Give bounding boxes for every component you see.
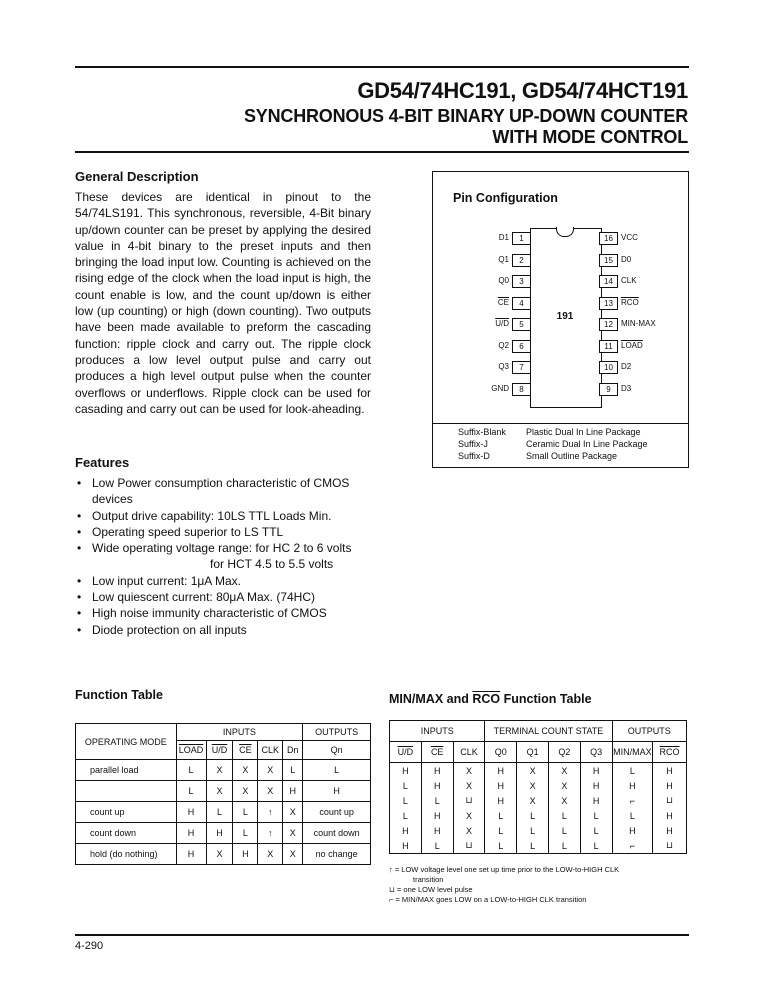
function-table-col-4: Dn [283,741,303,760]
function-table-cell: no change [303,844,371,865]
function-table-cell: X [283,844,303,865]
pin-label-5: U/D [495,319,509,328]
minmax-state-header: TERMINAL COUNT STATE [485,721,612,742]
suffix-package: Small Outline Package [526,451,618,461]
minmax-table [389,720,687,854]
minmax-cell: X [517,778,549,793]
feature-text: Wide operating voltage range: for HC 2 to 6 volts [92,541,352,556]
feature-item [75,524,375,540]
minmax-cell: H [612,823,653,838]
minmax-cell: X [517,793,549,808]
minmax-cell: L [517,838,549,854]
pin-number-5: 5 [512,318,531,331]
minmax-cell: L [421,793,453,808]
pin-number-15: 15 [599,254,618,267]
minmax-table-heading [389,692,592,706]
minmax-cell: L [485,823,517,838]
pin-number-3: 3 [512,275,531,288]
suffix-code: Suffix-D [458,451,490,461]
function-table [75,723,371,865]
minmax-heading-rco: $\overline{RCO}$ [472,692,501,706]
pin-number-2: 2 [512,254,531,267]
minmax-row [390,838,687,854]
minmax-cell: L [580,808,612,823]
function-table-cell: L [283,760,303,781]
minmax-col-7: MIN/MAX [612,742,653,763]
suffix-row [458,426,683,438]
function-table-col-3: CLK [258,741,283,760]
feature-item [75,475,375,508]
minmax-row [390,793,687,808]
feature-text: High noise immunity characteristic of CMOS [92,606,327,621]
minmax-cell: L [390,778,422,793]
pin-label-10: D2 [621,362,632,371]
pin-configuration-heading: Pin Configuration [453,191,558,205]
minmax-cell: H [421,808,453,823]
pin-label-1: D1 [498,233,509,242]
minmax-cell: H [421,778,453,793]
minmax-cell: H [390,823,422,838]
minmax-cell: ⊔ [653,793,687,808]
function-table-row [76,823,371,844]
function-table-row [76,802,371,823]
function-table-cell: X [283,823,303,844]
pin-number-7: 7 [512,361,531,374]
features-list [75,475,375,638]
feature-text: Operating speed superior to LS TTL [92,524,284,539]
pin-number-1: 1 [512,232,531,245]
function-table-mode: parallel load [76,760,177,781]
suffix-divider [432,423,688,424]
page-number: 4-290 [75,940,104,952]
function-table-cell: X [206,760,233,781]
suffix-package: Ceramic Dual In Line Package [526,439,648,449]
pin-number-10: 10 [599,361,618,374]
function-table-row [76,781,371,802]
function-table-mode-header: OPERATING MODE [76,724,177,760]
pin-number-4: 4 [512,297,531,310]
minmax-note: transition [413,875,444,884]
minmax-col-4: Q1 [517,742,549,763]
minmax-cell: H [421,823,453,838]
minmax-cell: H [653,778,687,793]
function-table-cell: X [258,760,283,781]
function-table-cell: L [233,823,258,844]
minmax-cell: L [580,823,612,838]
minmax-cell: L [580,838,612,854]
feature-text: Output drive capability: 10LS TTL Loads Min. [92,508,332,523]
minmax-cell: L [612,808,653,823]
top-rule [75,66,689,68]
minmax-cell: L [517,823,549,838]
function-table-inputs-header: INPUTS [176,724,303,741]
function-table-cell: X [258,781,283,802]
feature-item [75,622,375,638]
function-table-outputs-header: OUTPUTS [303,724,371,741]
minmax-col-1: $\overline{CE}$ [421,742,453,763]
minmax-cell: H [653,808,687,823]
minmax-col-3: Q0 [485,742,517,763]
minmax-cell: H [390,838,422,854]
minmax-cell: L [517,808,549,823]
function-table-cell: H [176,844,206,865]
suffix-row [458,450,683,462]
minmax-cell: H [421,763,453,779]
suffix-code: Suffix-Blank [458,427,506,437]
pin-label-8: GND [491,383,509,393]
minmax-cell: L [421,838,453,854]
chip-label: 191 [556,311,574,322]
pin-label-6: Q2 [498,340,509,350]
minmax-cell: H [653,763,687,779]
minmax-cell: L [548,838,580,854]
minmax-notes [389,865,689,905]
minmax-cell: ⊔ [653,838,687,854]
minmax-note: ↑ = LOW voltage level one set up time prior to the LOW-to-HIGH CLK [389,865,620,874]
feature-item [75,540,375,573]
pin-number-11: 11 [599,340,618,353]
minmax-cell: X [453,778,485,793]
feature-text-continued: devices [92,492,133,507]
function-table-cell: X [206,844,233,865]
function-table-cell: H [176,802,206,823]
function-table-cell: X [283,802,303,823]
features-heading: Features [75,455,130,470]
header-rule [75,151,689,153]
feature-item [75,605,375,621]
minmax-heading-post: Function Table [500,692,592,706]
minmax-cell: H [485,793,517,808]
minmax-cell: X [548,763,580,779]
function-table-col-2: $\overline{CE}$ [233,741,258,760]
function-table-cell: H [206,823,233,844]
function-table-mode: count up [76,802,177,823]
minmax-col-8: $\overline{RCO}$ [653,742,687,763]
minmax-cell: H [580,793,612,808]
feature-text-continued: for HCT 4.5 to 5.5 volts [210,557,334,572]
minmax-cell: H [390,763,422,779]
function-table-col-5: Qn [303,741,371,760]
minmax-cell: ⌐ [612,793,653,808]
pin-label-12: MIN-MAX [621,319,656,328]
pin-label-16: VCC [621,233,638,242]
function-table-cell: H [233,844,258,865]
subtitle-line-2: WITH MODE CONTROL [492,127,688,147]
minmax-cell: L [485,838,517,854]
pin-diagram [432,171,687,466]
subtitle-line-1: SYNCHRONOUS 4-BIT BINARY UP-DOWN COUNTER [243,106,688,126]
suffix-package: Plastic Dual In Line Package [526,427,641,437]
function-table-cell: L [206,802,233,823]
minmax-cell: X [517,763,549,779]
feature-text: Low input current: 1μA Max. [92,573,241,588]
minmax-cell: H [485,763,517,779]
function-table-mode: count down [76,823,177,844]
minmax-row [390,763,687,779]
minmax-col-2: CLK [453,742,485,763]
minmax-cell: X [548,793,580,808]
feature-item [75,508,375,524]
function-table-cell: L [303,760,371,781]
general-description-heading: General Description [75,169,199,184]
feature-item [75,573,375,589]
function-table-cell: H [283,781,303,802]
minmax-cell: X [548,778,580,793]
function-table-cell: ↑ [258,823,283,844]
pin-label-15: D0 [621,254,632,264]
minmax-cell: L [485,808,517,823]
feature-text: Low quiescent current: 80μA Max. (74HC) [92,590,316,605]
minmax-cell: X [453,808,485,823]
minmax-cell: X [453,823,485,838]
minmax-row [390,778,687,793]
function-table-cell: count down [303,823,371,844]
function-table-cell: L [233,802,258,823]
function-table-col-0: LOAD [176,741,206,760]
function-table-cell: H [303,781,371,802]
pin-label-2: Q1 [498,254,509,264]
pin-label-13: $\overline{RCO}$ [621,297,639,307]
minmax-col-6: Q3 [580,742,612,763]
pin-number-6: 6 [512,340,531,353]
minmax-cell: H [580,778,612,793]
minmax-cell: L [390,808,422,823]
feature-item [75,589,375,605]
pin-label-11: LOAD [621,340,643,350]
pin-label-3: Q0 [498,276,509,285]
minmax-row [390,823,687,838]
pin-label-4: $\overline{CE}$ [497,297,509,307]
feature-text: Low Power consumption characteristic of CMOS [92,476,350,490]
pin-number-13: 13 [599,297,618,310]
function-table-row [76,844,371,865]
pin-label-9: D3 [621,383,632,393]
pin-number-16: 16 [599,232,618,245]
function-table-cell: X [233,781,258,802]
function-table-cell: H [176,823,206,844]
minmax-inputs-header: INPUTS [390,721,485,742]
minmax-cell: L [548,808,580,823]
function-table-cell: L [176,760,206,781]
function-table-cell: ↑ [258,802,283,823]
minmax-row [390,808,687,823]
pin-label-7: Q3 [498,362,509,371]
part-title: GD54/74HC191, GD54/74HCT191 [357,78,688,103]
suffix-list [458,426,683,462]
minmax-cell: X [453,763,485,779]
suffix-code: Suffix-J [458,439,488,449]
feature-text: Diode protection on all inputs [92,622,247,637]
pin-number-12: 12 [599,318,618,331]
minmax-heading-pre: MIN/MAX and [389,692,473,706]
minmax-cell: H [580,763,612,779]
minmax-cell: ⊔ [453,793,485,808]
minmax-cell: L [612,763,653,779]
minmax-outputs-header: OUTPUTS [612,721,686,742]
function-table-heading: Function Table [75,688,163,702]
pin-number-14: 14 [599,275,618,288]
minmax-cell: ⌐ [612,838,653,854]
minmax-cell: H [653,823,687,838]
function-table-cell: count up [303,802,371,823]
function-table-mode [76,781,177,802]
minmax-col-0: U/D [390,742,422,763]
function-table-col-1: U/D [206,741,233,760]
function-table-cell: X [258,844,283,865]
function-table-cell: X [233,760,258,781]
footer-rule [75,934,689,936]
pin-label-14: CLK [621,276,637,285]
minmax-cell: H [612,778,653,793]
minmax-cell: L [548,823,580,838]
minmax-note: ⊔ = one LOW level pulse [389,885,473,894]
suffix-row [458,438,683,450]
general-description-text: These devices are identical in pinout to the 54/74LS191. This synchronous, reversible, 4-Bit binary up/down counter can be preset by applying the desired value in 4-bit binary to the preset inputs and then bringing the load input low. Counting is achieved on the rising edge of the clock when the load input is high, the count enable is low, and the count up/down is either low (up counting) or high (down counting). Two outputs have been made available to preform the cascading function: ripple clock and carry out. The ripple clock produces a low level output pulse and carry out produces a high level output pulse when the counter overflows or underflows. Ripple clock can be used for casading and carry out can be used for look-aheading. [75,190,371,416]
minmax-cell: H [485,778,517,793]
minmax-note: ⌐ = MIN/MAX goes LOW on a LOW-to-HIGH CLK transition [389,895,587,904]
function-table-row [76,760,371,781]
function-table-mode: hold (do nothing) [76,844,177,865]
pin-number-9: 9 [599,383,618,396]
minmax-col-5: Q2 [548,742,580,763]
minmax-cell: L [390,793,422,808]
function-table-cell: L [176,781,206,802]
function-table-cell: X [206,781,233,802]
pin-number-8: 8 [512,383,531,396]
minmax-cell: ⊔ [453,838,485,854]
